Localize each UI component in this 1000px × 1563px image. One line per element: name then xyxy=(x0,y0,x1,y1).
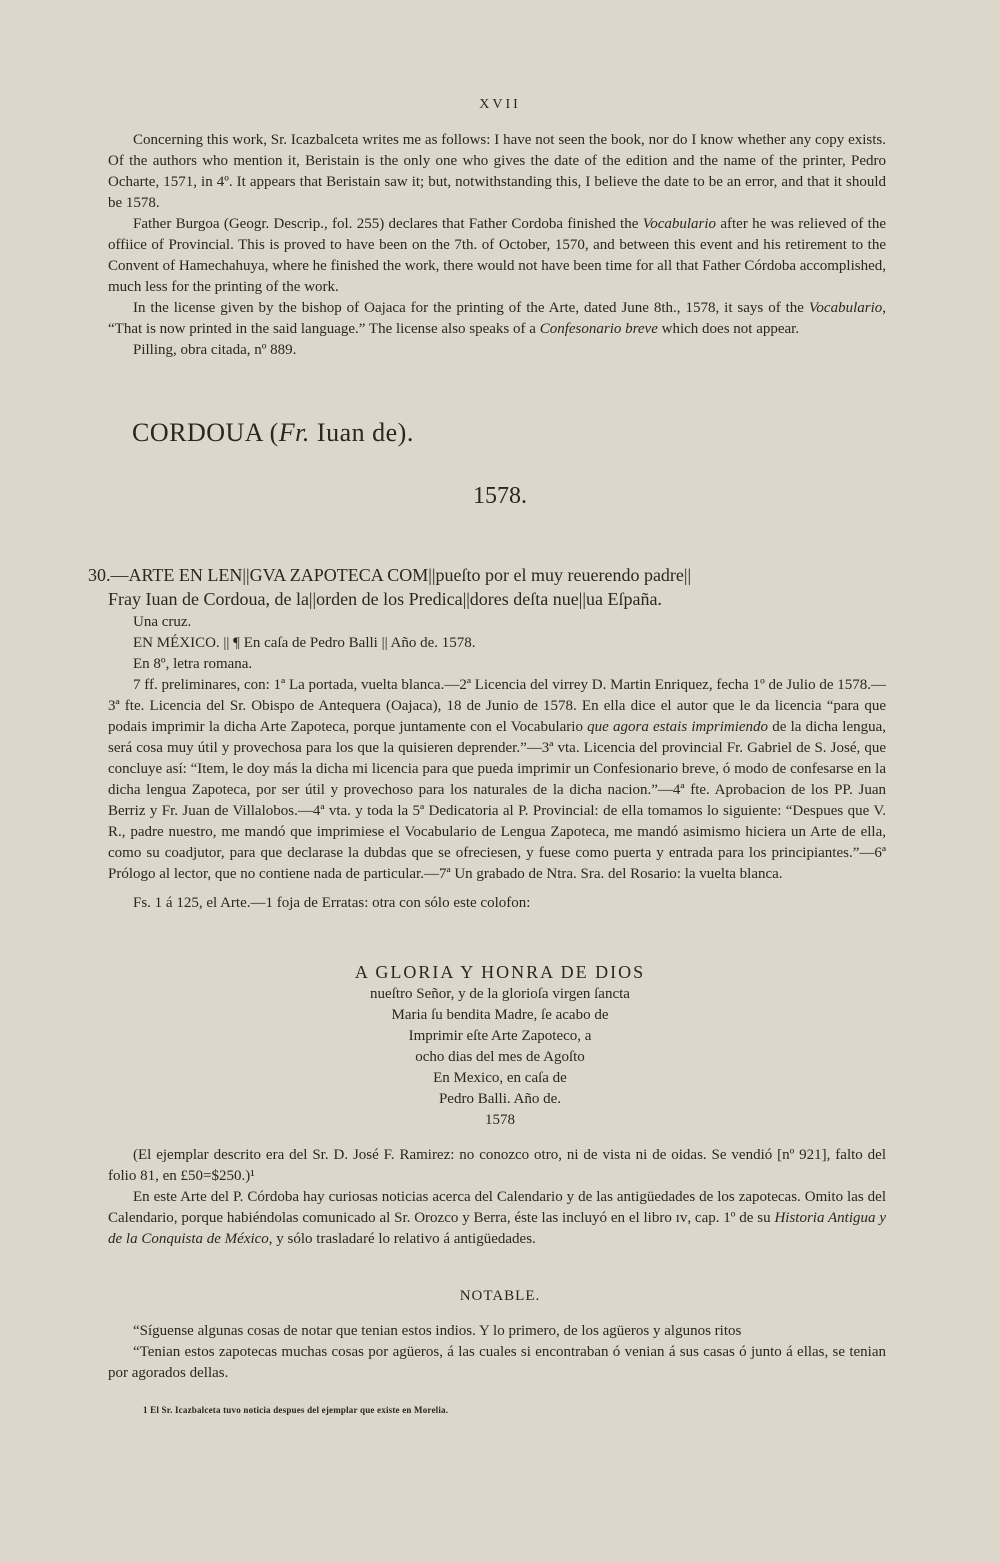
spanish-notes xyxy=(108,1145,886,1250)
footnote: 1 El Sr. Icazbalceta tuvo noticia despues del ejemplar que existe en Morelia. xyxy=(143,1405,449,1415)
paragraph-license: In the license given by the bishop of Oajaca for the printing of the Arte, dated June 8th., 1578, it says of the Vocabulario, “That is now printed in the said language.” The license also speaks of a Confesonario breve which does not appear. xyxy=(108,300,886,337)
paragraph-pilling: Pilling, obra citada, nº 889. xyxy=(133,342,297,358)
paragraph-calendario: En este Arte del P. Córdoba hay curiosas noticias acerca del Calendario y de las antigüedades de los zapotecas. Omito las del Calendario, porque habiéndolas comunicado al Sr. Orozco y Berra, éste las incluyó en el libro ɪᴠ, cap. 1º de su Historia Antigua y de la Conquista de México, y sólo trasladaré lo relativo á antigüedades. xyxy=(108,1189,886,1247)
entry-line-format: En 8º, letra romana. xyxy=(133,656,253,672)
paragraph-ejemplar: (El ejemplar descrito era del Sr. D. José F. Ramirez: no conozco otro, ni de vista ni de oidas. Se vendió [nº 921], falto del folio 81, en £50=$250.)¹ xyxy=(108,1147,886,1184)
colophon: A GLORIA Y HONRA DE DIOS nueſtro Señor, y de la glorioſa virgen ſancta Maria ſu bendita Madre, ſe acabo de Imprimir eſte Arte Zapoteco, a ocho dias del mes de Agoſto En Mexico, en caſa de Pedro Balli. Año de. 1578 xyxy=(354,962,646,1128)
year-heading: 1578. xyxy=(473,483,527,509)
notable-heading: NOTABLE. xyxy=(459,1288,541,1304)
notable-quotes xyxy=(108,1321,886,1384)
entry-number: 30. xyxy=(88,565,111,585)
page-folio: XVII xyxy=(479,97,521,112)
paragraph-icazbalceta: Concerning this work, Sr. Icazbalceta writes me as follows: I have not seen the book, nor do I know whether any copy exists. Of the authors who mention it, Beristain is the only one who gives the date of the edition and the name of the printer, Pedro Ocharte, 1571, in 4º. It appears that Beristain saw it; but, notwithstanding this, I believe the date to be an error, and that it should be 1578. xyxy=(108,132,886,211)
entry-line-imprint: EN MÉXICO. || ¶ En caſa de Pedro Balli || Año de. 1578. xyxy=(133,635,476,651)
english-notes xyxy=(108,130,886,361)
author-heading: CORDOUA (Fr. Iuan de). xyxy=(132,418,414,447)
entry-preliminaries: 7 ff. preliminares, con: 1ª La portada, vuelta blanca.—2ª Licencia del virrey D. Martin Enriquez, fecha 1º de Julio de 1578.—3ª fte. Licencia del Sr. Obispo de Antequera (Oajaca), 18 de Junio de 1578. En ella dice el autor que le da licencia “para que podais imprimir la dicha Arte Zapoteca, porque juntamente con el Vocabulario que agora estais imprimiendo de la dicha lengua, será cosa muy útil y provechosa para los que la quisieren deprender.”—3ª vta. Licencia del provincial Fr. Gabriel de S. José, que concluye así: “Item, le doy más la dicha mi licencia para que pueda imprimir un Confesionario breve, ó modo de confesarse en la dicha lengua Zapoteca, por ser útil y provechoso para los naturales de la dicha nacion.”—4ª fte. Aprobacion de los PP. Juan Berriz y Fr. Juan de Villalobos.—4ª vta. y toda la 5ª Dedicatoria al P. Provincial: de ella tomamos lo siguiente: “Despues que V. R., padre nuestro, me mandó que imprimiese el Vocabulario de Lengua Zapoteca, me mandó asimismo hiciera un Arte de ella, como su coadjutor, para que declarase la dubdas que se ofreciesen, y fuese como puerta y entrada para los principiantes.”—6ª Prólogo al lector, que no contiene nada de particular.—7ª Un grabado de Ntra. Sra. del Rosario: la vuelta blanca. xyxy=(108,677,887,882)
quote-1: “Síguense algunas cosas de notar que tenian estos indios. Y lo primero, de los agüeros y algunos ritos xyxy=(133,1323,742,1339)
paragraph-burgoa: Father Burgoa (Geogr. Descrip., fol. 255) declares that Father Cordoba finished the Vocabulario after he was relieved of the offiice of Provincial. This is proved to have been on the 7th. of October, 1570, and between this event and his retirement to the Convent of Hamechahuya, where he finished the work, there would not have been time for all that Father Córdoba accomplished, much less for the printing of the work. xyxy=(108,216,886,295)
entry-description xyxy=(108,612,886,914)
entry-folios: Fs. 1 á 125, el Arte.—1 foja de Erratas: otra con sólo este colofon: xyxy=(133,895,531,911)
quote-2: “Tenian estos zapotecas muchas cosas por agüeros, á las cuales si encontraban ó venian á sus casas ó junto á ellas, se tenian por agorados dellas. xyxy=(108,1344,886,1381)
entry-line-cruz: Una cruz. xyxy=(133,614,192,630)
entry-title: 30.—ARTE EN LEN||GVA ZAPOTECA COM||pueſto por el muy reuerendo padre|| Fray Iuan de Cordoua, de la||orden de los Predica||dores deſta nue||ua Eſpaña. xyxy=(88,565,692,609)
